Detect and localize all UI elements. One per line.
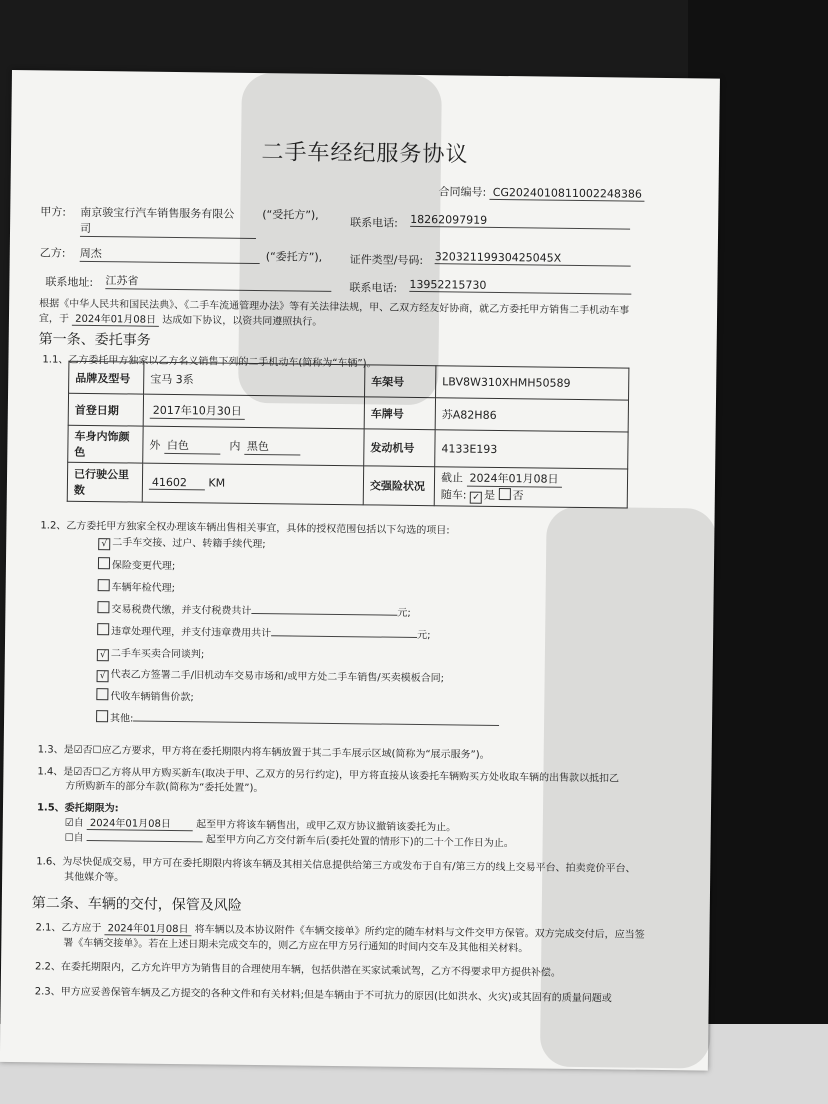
party-b-phone-label: 联系电话: xyxy=(349,281,398,295)
party-a-label: 甲方: xyxy=(40,205,67,219)
option-item xyxy=(97,600,411,619)
handover-date: 2024年01月08日 xyxy=(105,919,192,936)
contract-number: CG2024010811002248386 xyxy=(490,186,645,202)
option-item xyxy=(98,533,266,552)
insurance-label: 交强险状况 xyxy=(363,466,434,506)
color-cell xyxy=(143,426,364,466)
brand-label: 品牌及型号 xyxy=(69,361,144,394)
insurance-until-prefix: 截止 xyxy=(440,471,464,485)
preamble-date: 2024年01月08日 xyxy=(72,310,159,327)
clause-2-3: 2.3、甲方应妥善保管车辆及乙方提交的各种文件和有关材料;但是车辆由于不可抗力的原因(比如洪水、火灾)或其固有的质量问题或 xyxy=(34,986,612,1005)
option-tail: 元; xyxy=(397,607,411,619)
vin-value: LBV8W310XHMH50589 xyxy=(436,366,629,400)
contract-number-label: 合同编号: xyxy=(438,185,487,199)
section-1-title: 第一条、委托事务 xyxy=(38,331,151,349)
address-label: 联系地址: xyxy=(45,275,94,290)
party-a-phone-label: 联系电话: xyxy=(350,216,398,230)
insurance-until-date: 2024年01月08日 xyxy=(466,470,561,488)
term-text-b: 起至甲方向乙方交付新车后(委托处置的情形下)的二十个工作日为止。 xyxy=(205,834,514,850)
insurance-no: 否 xyxy=(512,489,524,503)
mileage-unit: KM xyxy=(208,476,226,490)
checkbox-icon[interactable] xyxy=(97,623,109,635)
option-text: 二手车交接、过户、转籍手续代理; xyxy=(112,537,266,551)
hand-shadow xyxy=(238,73,442,405)
reg-date-value: 2017年10月30日 xyxy=(150,402,245,420)
clause-2-2: 2.2、在委托期限内，乙方允许甲方为销售目的合理使用车辆，包括供潜在买家试乘试驾，乙方不得要求甲方提供补偿。 xyxy=(34,961,561,979)
option-item xyxy=(97,622,431,641)
checkbox-icon[interactable] xyxy=(97,601,109,613)
insurance-yes: 是 xyxy=(483,488,496,502)
color-label: 车身内饰颜色 xyxy=(68,425,143,463)
insurance-with-car: 随车: xyxy=(440,488,467,502)
exterior-color: 白色 xyxy=(164,436,220,454)
option-item xyxy=(98,556,176,572)
option-text: 二手车买卖合同谈判; xyxy=(110,648,205,661)
blank-line xyxy=(133,721,499,726)
mileage-cell xyxy=(142,463,363,505)
checkbox-icon[interactable]: √ xyxy=(97,670,109,682)
clause-2-1-text-end: 将车辆以及本协议附件《车辆交接单》所约定的随车材料与文件交甲方保管。双方完成交付后，应当签 xyxy=(194,924,645,941)
clause-1-2: 1.2、乙方委托甲方独家全权办理该车辆出售相关事宜，具体的授权范围包括以下勾选的项目: xyxy=(40,520,450,537)
blank-line xyxy=(271,635,417,638)
term-text-a: 起至甲方将该车辆售出，或甲乙双方协议撤销该委托为止。 xyxy=(196,819,457,834)
checkbox-icon[interactable] xyxy=(98,579,110,591)
option-text: 交易税费代缴，并支付税费共计 xyxy=(111,604,252,617)
clause-1-6: 1.6、为尽快促成交易，甲方可在委托期限内将该车辆及其相关信息提供给第三方或发布于自有/第三方的线上交易平台、拍卖竞价平台、 xyxy=(36,856,636,875)
checkbox-icon[interactable]: √ xyxy=(97,649,109,661)
brand-value: 宝马 3系 xyxy=(144,362,365,397)
clause-1-5: 1.5、委托期限为: xyxy=(36,802,119,815)
term-checkbox-a[interactable]: ☑自 xyxy=(64,817,84,829)
reg-date-label: 首登日期 xyxy=(68,393,143,426)
party-b-name: 周杰 xyxy=(80,245,260,264)
option-item xyxy=(97,644,205,662)
clause-2-1-text: 2.1、乙方应于 xyxy=(35,922,102,935)
clause-1-4: 1.4、是☑否☐乙方将从甲方购买新车(取决于甲、乙双方的另行约定)，甲方将直接从该委托车辆购买方处收取车辆的出售款以抵扣乙 xyxy=(37,766,620,785)
checkbox-icon[interactable] xyxy=(96,710,108,722)
option-text: 代收车辆销售价款; xyxy=(110,691,194,704)
option-item xyxy=(96,687,194,703)
mileage-label: 已行驶公里数 xyxy=(67,462,142,502)
section-2-title: 第二条、车辆的交付，保管及风险 xyxy=(31,895,242,914)
preamble-line-1: 根据《中华人民共和国民法典》、《二手车流通管理办法》等有关法律法规，甲、乙双方经友好协商，就乙方委托甲方销售二手机动车事 xyxy=(39,298,630,317)
party-a-name: 南京骏宝行汽车销售服务有限公 xyxy=(80,205,235,221)
contract-number-row xyxy=(438,183,645,202)
option-item xyxy=(98,578,176,594)
party-b-role: (“委托方”), xyxy=(265,250,323,264)
blank-line xyxy=(87,840,203,842)
engine-value: 4133E193 xyxy=(435,430,628,469)
party-b-label: 乙方: xyxy=(39,246,66,260)
option-text: 违章处理代理，并支付违章费用共计 xyxy=(111,626,272,640)
checkbox-icon[interactable]: √ xyxy=(98,538,110,550)
party-a-role: (“受托方”), xyxy=(262,208,319,222)
id-label: 证件类型/号码: xyxy=(349,253,424,268)
blank-line xyxy=(251,613,397,616)
exterior-prefix: 外 xyxy=(149,438,161,452)
option-item xyxy=(97,665,445,686)
mileage-value: 41602 xyxy=(149,476,205,491)
vin-label: 车架号 xyxy=(365,365,436,398)
option-text: 车辆年检代理; xyxy=(111,582,176,595)
option-item xyxy=(96,709,500,729)
party-a-name-cont: 司 xyxy=(80,220,256,239)
id-number: 32032119930425045X xyxy=(435,250,631,266)
option-text: 代表乙方签署二手/旧机动车交易市场和/或甲方处二手车销售/买卖模板合同; xyxy=(110,669,445,685)
plate-label: 车牌号 xyxy=(364,397,435,430)
document-title: 二手车经纪服务协议 xyxy=(261,140,469,168)
engine-label: 发动机号 xyxy=(364,429,435,467)
checkbox-icon[interactable] xyxy=(499,488,511,500)
preamble-text: 宜，于 xyxy=(38,313,70,325)
party-a-phone: 18262097919 xyxy=(410,213,630,230)
preamble-text-end: 达成如下协议，以资共同遵照执行。 xyxy=(162,314,323,328)
clause-2-1-cont: 署《车辆交接单》。若在上述日期未完成交车的，则乙方应在甲方另行通知的时间内交车及其他相关材料。 xyxy=(63,937,529,955)
interior-color: 黑色 xyxy=(244,437,300,455)
address: 江苏省 xyxy=(105,272,331,292)
interior-prefix: 内 xyxy=(229,439,241,453)
option-text: 保险变更代理; xyxy=(111,560,176,573)
option-tail: 元; xyxy=(417,629,431,642)
hand-shadow xyxy=(540,507,717,1069)
checkbox-checked-icon[interactable]: ✓ xyxy=(470,492,482,504)
insurance-cell xyxy=(434,467,627,508)
term-checkbox-b[interactable]: ☐自 xyxy=(64,832,84,844)
plate-value: 苏A82H86 xyxy=(435,398,628,432)
option-text: 其他: xyxy=(110,713,134,725)
term-start-date: 2024年01月08日 xyxy=(87,814,193,831)
clause-1-3: 1.3、是☑否☐应乙方要求，甲方将在委托期限内将车辆放置于其二手车展示区域(简称为“展示服务”)。 xyxy=(37,744,490,761)
checkbox-icon[interactable] xyxy=(98,557,110,569)
clause-1-1: 1.1、乙方委托甲方独家以乙方名义销售下列的二手机动车(简称为“车辆”)。 xyxy=(42,354,377,370)
clause-1-4-cont: 方所购新车的部分车款(简称为“委托处置”)。 xyxy=(65,780,264,795)
party-b-phone: 13952215730 xyxy=(409,278,631,295)
contract-document xyxy=(0,70,720,1071)
checkbox-icon[interactable] xyxy=(96,688,108,700)
clause-1-6-cont: 其他媒介等。 xyxy=(64,871,125,884)
table-row xyxy=(67,462,627,508)
